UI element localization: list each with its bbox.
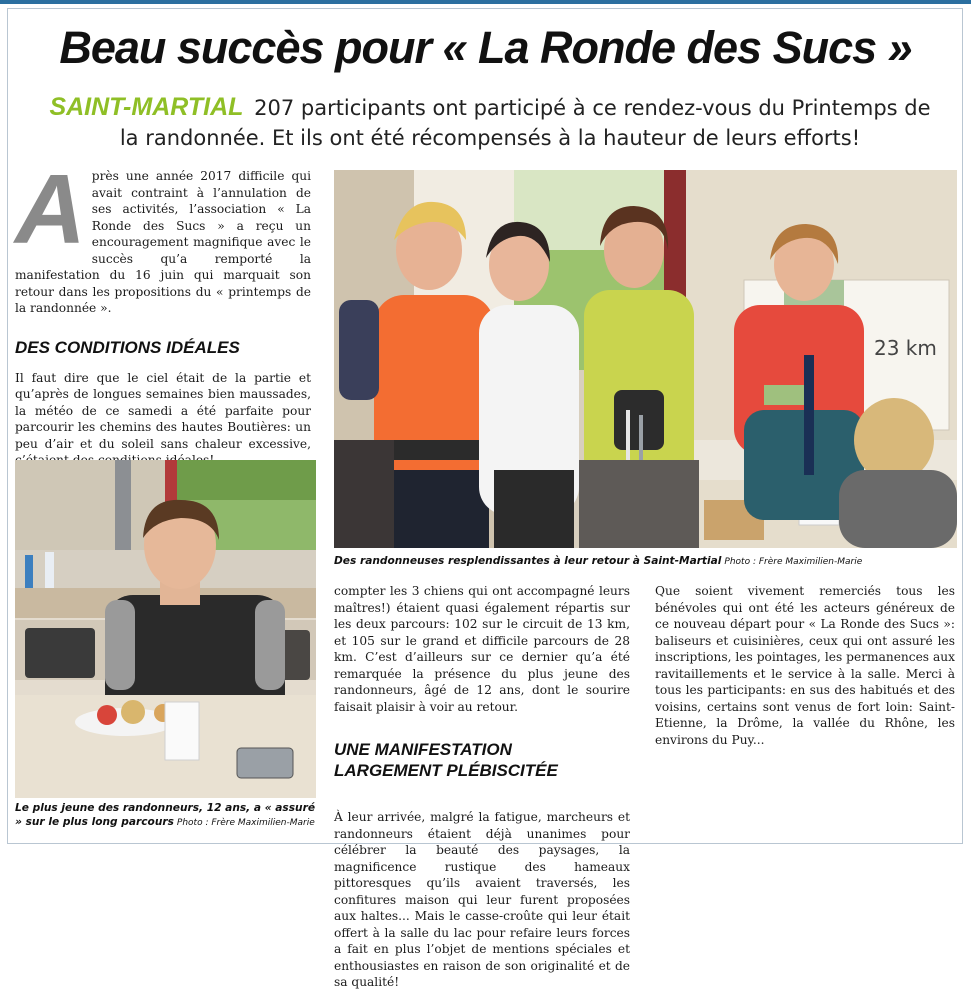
- photo-hikers: [334, 170, 957, 548]
- standfirst: [40, 92, 940, 153]
- intro-paragraph: près une année 2017 difficile qui avait contraint à l’annulation de ses activités, l’association « La Ronde des Sucs » a reçu un encouragement magnifique avec le succès qu’a remporté la manifestation du 16 juin qui marquait son retour dans les propositions du « printemps de la randonnée ».: [15, 169, 311, 315]
- paragraph-arrival: À leur arrivée, malgré la fatigue, marcheurs et randonneurs étaient déjà unanimes pour célébrer la beauté des paysages, la magnificence rustique des hameaux pittoresques qu’ils avaient traversés, les confitures maison qui leur furent proposées aux haltes... Mais le casse-croûte qui leur était offert à la salle du lac pour refaire leurs forces a fait en plus l’objet de mentions spéciales et enthousiastes en raison de son originalité et de sa qualité!: [334, 810, 630, 989]
- column-middle: [334, 583, 630, 989]
- photo-young-hiker: [15, 460, 316, 798]
- caption-young-hiker-credit: Photo : Frère Maximilien-Marie: [176, 818, 315, 828]
- paragraph-thanks: Que soient vivement remerciés tous les bénévoles qui ont été les acteurs généreux de ce nouveau départ pour « La Ronde des Sucs »: baliseurs et cuisinières, ceux qui ont assuré les inscriptions, les pointages, les permanences aux ravitaillements et le service à la salle. Merci à tous les participants: en sus des habitués et des voisins, certains sont venus de fort loin: Saint-Etienne, la Drôme, la vallée du Rhône, les environs du Puy...: [655, 584, 955, 747]
- paragraph-participants-continued: compter les 3 chiens qui ont accompagné leurs maîtres!) étaient quasi également répartis sur les deux parcours: 102 sur le circuit de 13 km, et 105 sur le grand et difficile parcours de 28 km. C’est d’ailleurs sur ce dernier qu’a été remarquée la présence du plus jeune des randonneurs, âgé de 12 ans, dont le sourire faisait plaisir à voir au retour.: [334, 584, 630, 714]
- drop-cap: A: [15, 154, 86, 264]
- location-label: SAINT-MARTIAL: [49, 93, 244, 121]
- paragraph-conditions: Il faut dire que le ciel était de la partie et qu’après de longues semaines bien maussades, la météo de ce samedi a été parfaite pour parcourir les chemins des hautes Boutières: un peu d’air et du soleil sans chaleur excessive,: [15, 370, 311, 451]
- caption-hikers-credit: Photo : Frère Maximilien-Marie: [724, 557, 863, 567]
- top-border: [0, 0, 971, 4]
- hikers-illustration: [334, 170, 957, 548]
- headline: Beau succès pour « La Ronde des Sucs »: [59, 22, 912, 73]
- standfirst-text: 207 participants ont participé à ce rendez-vous du Printemps de la randonnée. Et ils ont été récompensés à la hauteur de leurs efforts!: [119, 96, 931, 150]
- sign-distance: 23 km: [874, 336, 937, 360]
- caption-hikers-text: Des randonneuses resplendissantes à leur retour à Saint-Martial: [334, 555, 722, 567]
- subhead-manifestation: UNE MANIFESTATION LARGEMENT PLÉBISCITÉE: [334, 740, 558, 780]
- subhead-conditions: DES CONDITIONS IDÉALES: [15, 337, 240, 357]
- column-right: [655, 583, 955, 748]
- caption-young-hiker-text: Le plus jeune des randonneurs, 12 ans, a « assuré » sur le plus long parcours: [15, 802, 315, 828]
- column-left: [15, 154, 311, 485]
- young-hiker-illustration: [15, 460, 316, 798]
- caption-young-hiker: [15, 801, 315, 830]
- caption-hikers: [334, 554, 959, 569]
